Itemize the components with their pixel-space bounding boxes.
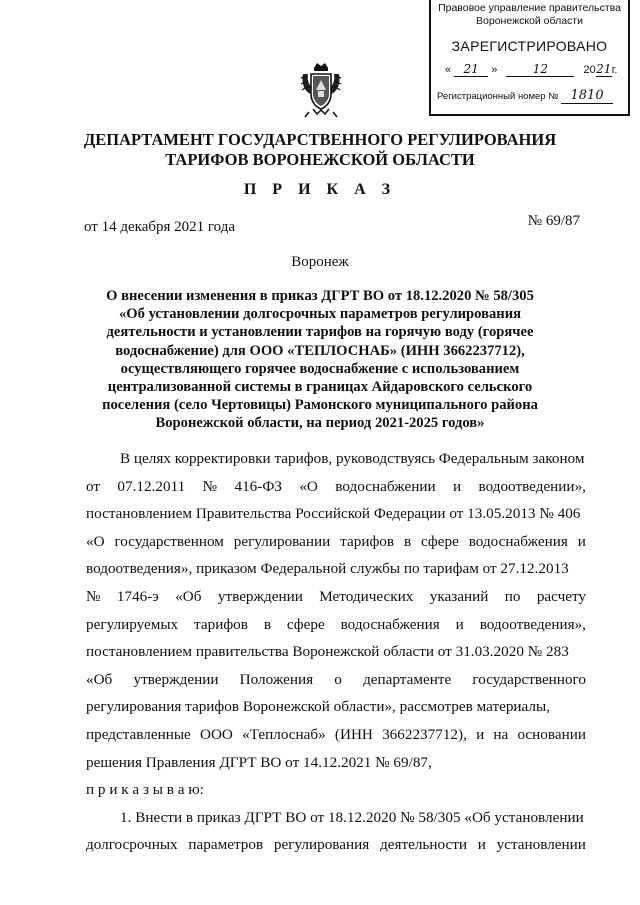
word: тарифов (340, 532, 395, 550)
word: ООО (199, 725, 233, 743)
word: деятельности (380, 836, 467, 854)
word: на (493, 725, 509, 743)
word: утверждении (133, 670, 219, 688)
stamp-date-year-suffix: 21 (596, 62, 612, 76)
word: представленные (86, 725, 191, 743)
body-line: постановлением Правительства Российской Федерации от 13.05.2013 № 406 (86, 505, 581, 523)
subject-line: поселения (село Чертовицы) Рамонского муниципального района (102, 397, 538, 414)
word: параметров (188, 836, 264, 854)
word: от (86, 477, 101, 495)
word: и (455, 615, 464, 633)
word: «О (86, 532, 105, 550)
body-line-justified (86, 473, 586, 501)
subject-line: О внесении изменения в приказ ДГРТ ВО от 18.12.2020 № 58/305 (106, 288, 534, 304)
word: по (504, 587, 521, 605)
stamp-date-year-prefix: 20 (583, 64, 596, 76)
body-line: водоотведения», приказом Федеральной службы по тарифам от 27.12.2013 (86, 560, 569, 578)
stamp-registration-number (437, 88, 622, 104)
word: тарифов (194, 615, 248, 633)
stamp-date-quote-open: « (445, 64, 452, 76)
stamp-reg-number: 1810 (561, 88, 613, 104)
word: и (476, 725, 485, 743)
department-name (0, 130, 640, 170)
word: и (477, 836, 486, 854)
subject-line: деятельности и установлении тарифов на горячую воду (горячее (106, 324, 534, 341)
word: долгосрочных (86, 836, 178, 854)
document-type: П Р И К А З (243, 181, 397, 198)
stamp-date-month: 12 (506, 62, 574, 77)
department-line2: ТАРИФОВ ВОРОНЕЖСКОЙ ОБЛАСТИ (165, 150, 475, 169)
word: расчету (536, 587, 586, 605)
word: в (403, 532, 412, 550)
stamp-date (445, 62, 620, 78)
word: № (202, 477, 218, 495)
body-line: постановлением правительства Воронежской области от 31.03.2020 № 283 (86, 643, 569, 661)
stamp-status: ЗАРЕГИСТРИРОВАНО (451, 38, 608, 54)
word: департаменте (363, 670, 452, 688)
body-line: регулирования тарифов Воронежской области», рассмотрев материалы, (86, 698, 550, 716)
stamp-date-quote-close: » (491, 64, 498, 76)
word: государственного (472, 670, 586, 688)
document-date: от 14 декабря 2021 года (84, 219, 236, 235)
subject-line: осуществляющего горячее водоснабжение с использованием (120, 360, 520, 377)
word: утверждении (217, 587, 303, 605)
word: водоотведении», (478, 477, 586, 495)
body-line-justified (86, 528, 586, 556)
stamp-org-line1: Правовое управление правительства (438, 2, 621, 14)
word: водоотведения», (479, 615, 586, 633)
registration-stamp (429, 0, 630, 116)
word: водоснабжения (468, 532, 568, 550)
department-line1: ДЕПАРТАМЕНТ ГОСУДАРСТВЕННОГО РЕГУЛИРОВАНИЯ (83, 130, 557, 149)
word: 416-ФЗ (234, 477, 282, 495)
stamp-date-day: 21 (454, 62, 488, 77)
stamp-organization (431, 2, 628, 28)
document-city: Воронеж (291, 254, 349, 270)
word: водоснабжения (340, 615, 440, 633)
stamp-reg-label: Регистрационный номер № (437, 91, 559, 102)
subject-line: централизованной системы в границах Айдаровского сельского (107, 379, 533, 396)
word: и (452, 477, 462, 495)
item-1-line: 1. Внести в приказ ДГРТ ВО от 18.12.2020 № 58/305 «Об установлении (120, 808, 584, 826)
word: 07.12.2011 (117, 477, 186, 495)
word: указаний (429, 587, 489, 605)
body-line-justified (86, 666, 586, 694)
word: и (577, 532, 586, 550)
subject-line: Воронежской области, на период 2021-2025 годов» (155, 415, 485, 432)
subject-line: «Об установлении долгосрочных параметров регулирования (118, 306, 521, 323)
word: о (334, 670, 342, 688)
word: 1746-э (116, 587, 159, 605)
body-line-justified (86, 583, 586, 611)
word: водоснабжении (335, 477, 436, 495)
word: государственном (114, 532, 224, 550)
word: основании (517, 725, 586, 743)
subject-line: водоснабжение) для ООО «ТЕПЛОСНАБ» (ИНН 3662237712), (115, 342, 525, 359)
stamp-org-line2: Воронежской области (476, 15, 583, 27)
document-number: № 69/87 (527, 213, 580, 229)
word: Положения (239, 670, 314, 688)
item-1-line-justified (86, 831, 586, 859)
body-line: В целях корректировки тарифов, руководствуясь Федеральным законом (120, 450, 585, 467)
document-body (86, 445, 586, 859)
word: регулировании (233, 532, 331, 550)
word: Методических (319, 587, 414, 605)
word: сфере (421, 532, 459, 550)
word: (ИНН (334, 725, 373, 743)
word: «Об (86, 670, 113, 688)
word: установлении (496, 836, 586, 854)
decree-word: п р и к а з ы в а ю: (86, 781, 204, 799)
word: регулируемых (86, 615, 179, 633)
stamp-date-year-end: г. (611, 64, 618, 76)
word: в (263, 615, 271, 633)
coat-of-arms-icon (299, 62, 343, 118)
word: «Об (175, 587, 202, 605)
document-subject (0, 287, 640, 433)
body-line-justified (86, 721, 586, 749)
word: регулирования (273, 836, 370, 854)
word: «Теплоснаб» (242, 725, 326, 743)
word: «О (299, 477, 318, 495)
body-line-justified (86, 611, 586, 639)
word: № (86, 587, 101, 605)
word: 3662237712), (382, 725, 467, 743)
word: сфере (286, 615, 325, 633)
body-line: решения Правления ДГРТ ВО от 14.12.2021 № 69/87, (86, 753, 432, 771)
